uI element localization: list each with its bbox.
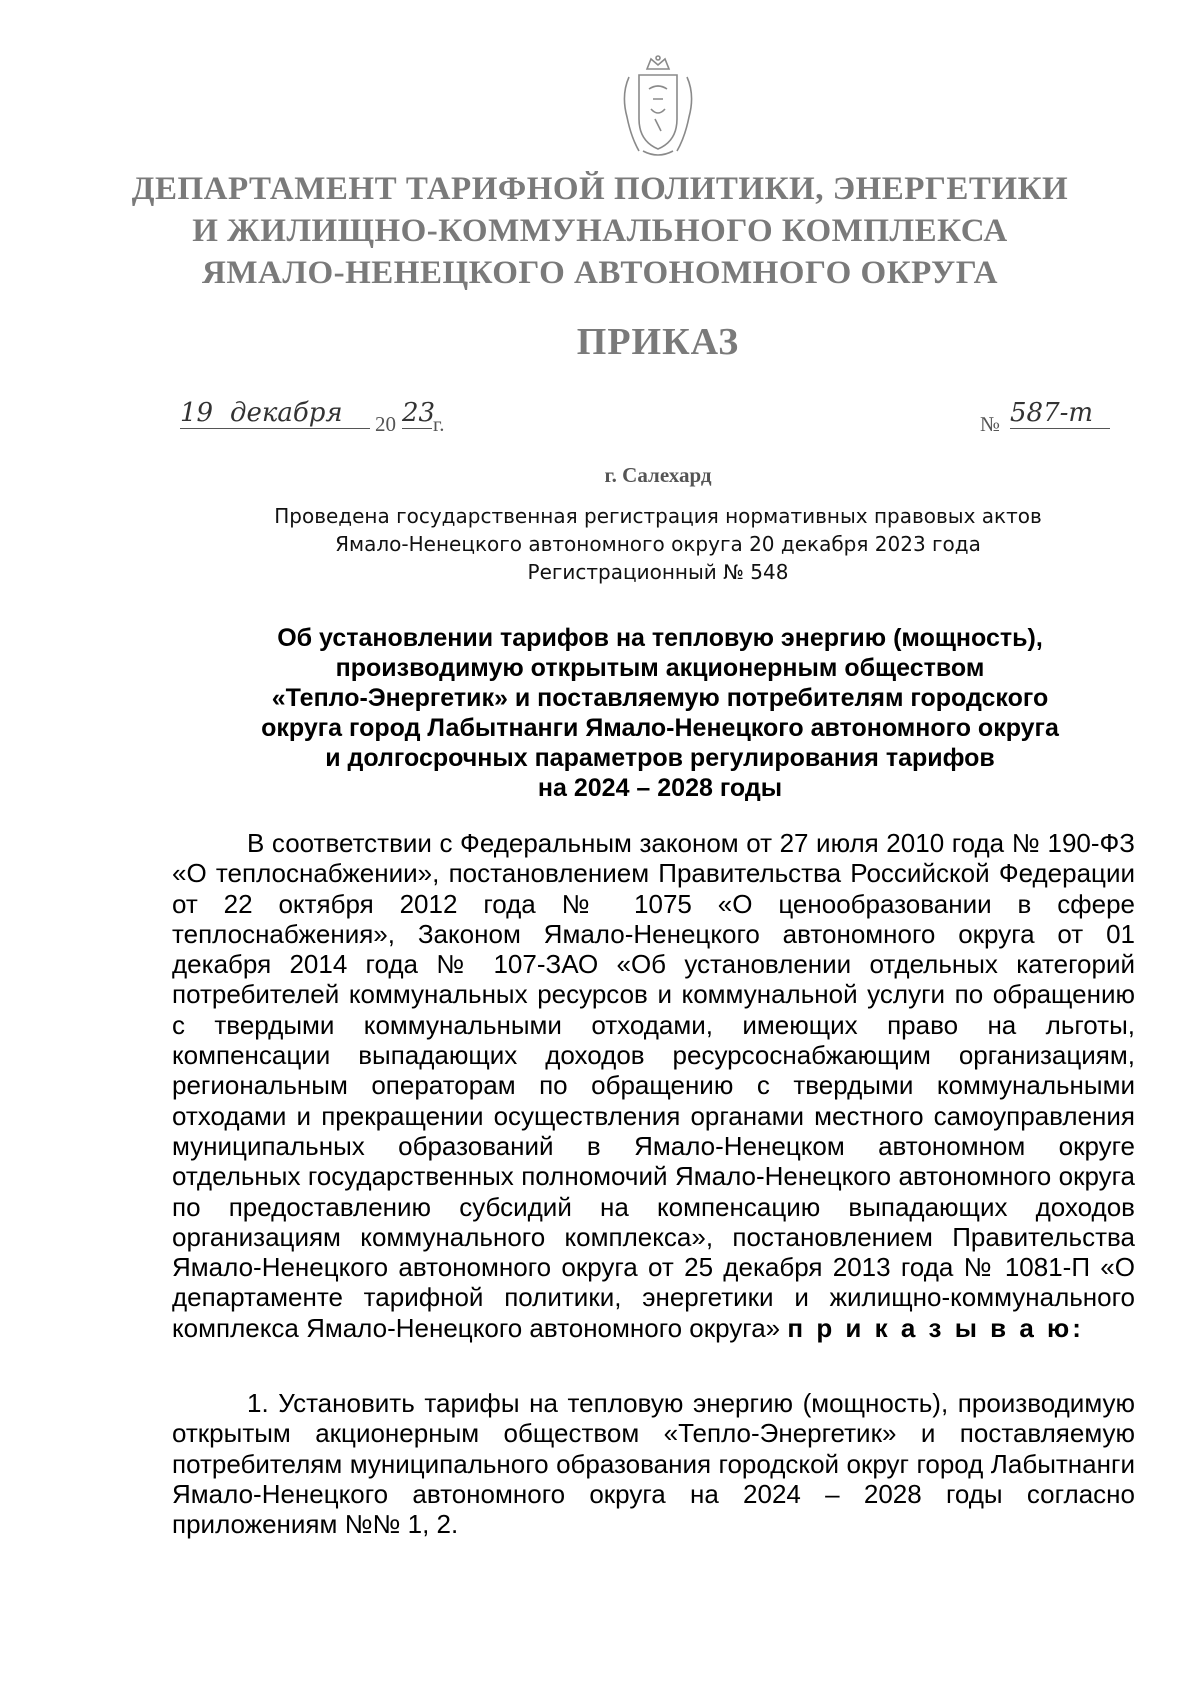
date-month: декабря xyxy=(230,398,370,429)
order-body xyxy=(172,828,1135,1540)
registration-line: Ямало-Ненецкого автономного округа 20 декабря 2023 года xyxy=(335,532,981,556)
subject-line: производимую открытым акционерным обществом xyxy=(335,654,985,682)
date-year: 23 xyxy=(402,398,436,428)
subject-line: «Тепло-Энергетик» и поставляемую потребителям городского xyxy=(271,684,1049,712)
department-line: И ЖИЛИЩНО-КОММУНАЛЬНОГО КОМПЛЕКСА xyxy=(192,213,1008,249)
number-value: 587-т xyxy=(1010,398,1110,429)
date-year-prefix: 20 xyxy=(375,412,396,436)
order-subject xyxy=(160,623,1160,803)
department-name xyxy=(100,168,1100,294)
date-suffix: г. xyxy=(433,412,445,436)
date-day: 19 xyxy=(180,398,230,429)
subject-line: и долгосрочных параметров регулирования тарифов xyxy=(325,744,995,772)
order-item-1: 1. Установить тарифы на тепловую энергию (мощность), производимую открытым акционерным обществом «Тепло-Энергетик» и поставляемую потребителям муниципального образования городской округ город Лабытнанги Ямало-Ненецкого автономного округа на 2024 – 2028 годы согласно приложениям №№ 1, 2. xyxy=(172,1388,1135,1540)
registration-line: Регистрационный № 548 xyxy=(527,560,789,584)
preamble-paragraph xyxy=(172,828,1135,1343)
subject-line: на 2024 – 2028 годы xyxy=(537,774,783,802)
document-type-title: ПРИКАЗ xyxy=(576,321,740,363)
department-line: ЯМАЛО-НЕНЕЦКОГО АВТОНОМНОГО ОКРУГА xyxy=(202,255,998,291)
city-label: г. Салехард xyxy=(604,463,712,487)
number-sign: № xyxy=(980,412,1001,436)
subject-line: Об установлении тарифов на тепловую энергию (мощность), xyxy=(277,624,1043,652)
registration-line: Проведена государственная регистрация нормативных правовых актов xyxy=(274,504,1042,528)
subject-line: округа город Лабытнанги Ямало-Ненецкого автономного округа xyxy=(261,714,1059,742)
department-line: ДЕПАРТАМЕНТ ТАРИФНОЙ ПОЛИТИКИ, ЭНЕРГЕТИКИ xyxy=(131,171,1069,207)
order-word: п р и к а з ы в а ю: xyxy=(787,1312,1084,1343)
coat-of-arms-icon xyxy=(617,55,699,161)
registration-stamp xyxy=(0,502,1200,586)
preamble-text: В соответствии с Федеральным законом от 27 июля 2010 года № 190-ФЗ «О теплоснабжении», постановлением Правительства Российской Федерации от 22 октября 2012 года № 1075 «О ценообразовании в сфере теплоснабжения», Законом Ямало-Ненецкого автономного округа от 01 декабря 2014 года № 107-ЗАО «Об установлении отдельных категорий потребителей коммунальных ресурсов и коммунальной услуги по обращению с твердыми коммунальными отходами, имеющих право на льготы, компенсации выпадающих доходов ресурсоснабжающим организациям, региональным операторам по обращению с твердыми коммунальными отходами и прекращении осуществления органами местного самоуправления муниципальных образований в Ямало-Ненецком автономном округе отдельных государственных полномочий Ямало-Ненецкого автономного округа по предоставлению субсидий на компенсацию выпадающих доходов организациям коммунального комплекса», постановлением Правительства Ямало-Ненецкого автономного округа от 25 декабря 2013 года № 1081-П «О департаменте тарифной политики, энергетики и жилищно-коммунального комплекса Ямало-Ненецкого автономного округа» xyxy=(172,828,1135,1343)
